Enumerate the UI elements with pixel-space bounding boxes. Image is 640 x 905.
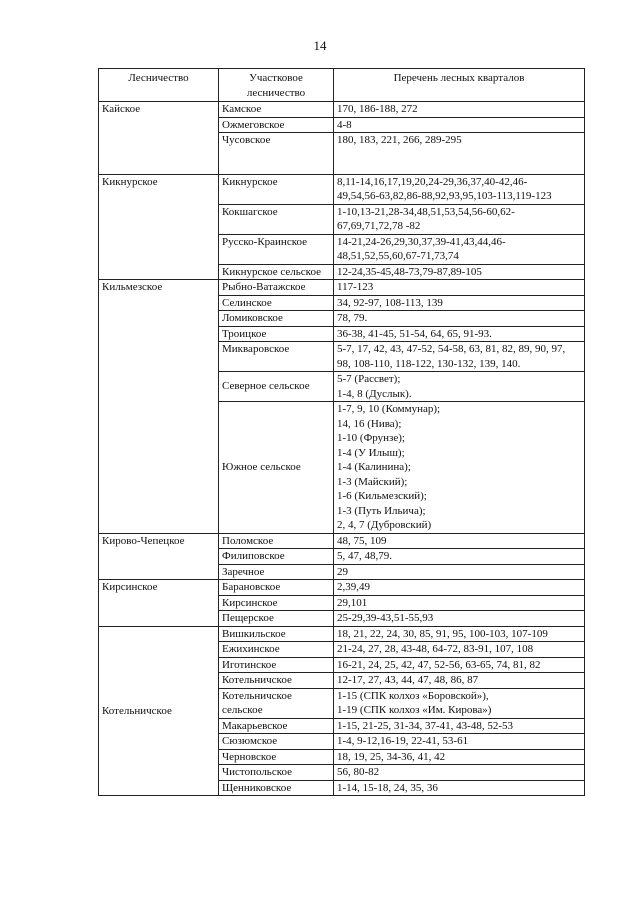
- quarters-line: 18, 21, 22, 24, 30, 85, 91, 95, 100-103, 107-109: [337, 627, 548, 640]
- district-forestry-name: Камское: [219, 102, 334, 118]
- quarters-list: [334, 234, 585, 264]
- quarters-list: [334, 264, 585, 280]
- quarters-list: [334, 533, 585, 549]
- quarters-line: 1-7, 9, 10 (Коммунар);: [337, 403, 441, 415]
- quarters-line: 2, 4, 7 (Дубровский): [337, 519, 432, 531]
- quarters-line: 1-15 (СПК колхоз «Боровской»),: [337, 689, 489, 702]
- quarters-list: [334, 718, 585, 734]
- quarters-list: [334, 611, 585, 627]
- quarters-list: [334, 117, 585, 133]
- quarters-list: [334, 595, 585, 611]
- quarters-line: 29: [337, 565, 348, 578]
- table-body: [99, 102, 585, 796]
- district-forestry-name: Троицкое: [219, 326, 334, 342]
- quarters-line: 98, 108-110, 118-122, 130-132, 139, 140.: [337, 357, 521, 370]
- quarters-line: 170, 186-188, 272: [337, 103, 418, 115]
- district-forestry-name: Пещерское: [219, 611, 334, 627]
- quarters-line: 14-21,24-26,29,30,37,39-41,43,44,46-: [337, 235, 506, 248]
- district-forestry-name: Филиповское: [219, 549, 334, 565]
- quarters-line: 4-8: [337, 118, 352, 131]
- district-forestry-name: Кирсинское: [219, 595, 334, 611]
- table-row: [99, 102, 585, 118]
- district-forestry-name: Заречное: [219, 564, 334, 580]
- quarters-line: 1-10,13-21,28-34,48,51,53,54,56-60,62-: [337, 205, 515, 218]
- district-forestry-name: Вишкильское: [219, 626, 334, 642]
- quarters-line: 1-19 (СПК колхоз «Им. Кирова»): [337, 704, 492, 716]
- quarters-line: 12-17, 27, 43, 44, 47, 48, 86, 87: [337, 674, 479, 686]
- district-forestry-name: Ожмеговское: [219, 117, 334, 133]
- quarters-line: 180, 183, 221, 266, 289-295: [337, 134, 462, 146]
- page-number: 14: [313, 38, 327, 53]
- quarters-list: [334, 295, 585, 311]
- table-row: [99, 280, 585, 296]
- header-district-forestry: Участковое лесничество: [219, 69, 334, 102]
- quarters-line: 1-14, 15-18, 24, 35, 36: [337, 781, 438, 794]
- quarters-line: 1-3 (Майский);: [337, 475, 408, 488]
- quarters-line: 1-4 (У Илыш);: [337, 446, 405, 459]
- quarters-list: [334, 564, 585, 580]
- quarters-list: [334, 102, 585, 118]
- quarters-list: [334, 657, 585, 673]
- quarters-line: 1-4, 8 (Дуслык).: [337, 387, 412, 400]
- forestry-name: Кильмезское: [99, 280, 219, 534]
- quarters-line: 34, 92-97, 108-113, 139: [337, 296, 443, 309]
- district-forestry-name: Щенниковское: [219, 780, 334, 796]
- quarters-list: [334, 642, 585, 658]
- quarters-line: 36-38, 41-45, 51-54, 64, 65, 91-93.: [337, 327, 492, 340]
- forestry-name: Кикнурское: [99, 174, 219, 280]
- quarters-line: 18, 19, 25, 34-36, 41, 42: [337, 750, 446, 763]
- forestry-name: Котельничское: [99, 626, 219, 796]
- district-forestry-name: Ломиковское: [219, 311, 334, 327]
- quarters-list: [334, 342, 585, 372]
- quarters-line: 49,54,56-63,82,86-88,92,93,95,103-113,119-123: [337, 190, 552, 202]
- district-forestry-name: Черновское: [219, 749, 334, 765]
- quarters-line: 12-24,35-45,48-73,79-87,89-105: [337, 265, 482, 278]
- quarters-list: [334, 174, 585, 204]
- quarters-list: [334, 133, 585, 175]
- quarters-line: 1-6 (Кильмезский);: [337, 490, 427, 502]
- quarters-list: [334, 626, 585, 642]
- quarters-line: 5-7, 17, 42, 43, 47-52, 54-58, 63, 81, 82, 89, 90, 97,: [337, 343, 566, 355]
- table-row: [99, 580, 585, 596]
- quarters-line: 1-10 (Фрунзе);: [337, 432, 405, 444]
- quarters-list: [334, 749, 585, 765]
- district-forestry-name: Кокшагское: [219, 204, 334, 234]
- table-row: [99, 174, 585, 204]
- quarters-list: [334, 673, 585, 689]
- district-forestry-name: Чусовское: [219, 133, 334, 175]
- district-forestry-name: Кикнурское сельское: [219, 264, 334, 280]
- quarters-line: 14, 16 (Нива);: [337, 417, 402, 430]
- quarters-line: 1-4, 9-12,16-19, 22-41, 53-61: [337, 735, 469, 747]
- district-forestry-name: Ежихинское: [219, 642, 334, 658]
- table-row: [99, 533, 585, 549]
- quarters-line: 78, 79.: [337, 312, 368, 324]
- quarters-list: [334, 549, 585, 565]
- district-forestry-name: Рыбно-Ватажское: [219, 280, 334, 296]
- quarters-list: [334, 372, 585, 402]
- quarters-list: [334, 765, 585, 781]
- table-row: [99, 626, 585, 642]
- district-forestry-name: Иготинское: [219, 657, 334, 673]
- quarters-line: 1-3 (Путь Ильича);: [337, 504, 426, 517]
- district-forestry-name: Макарьевское: [219, 718, 334, 734]
- forest-quarters-table: [98, 68, 585, 796]
- district-forestry-name: Барановское: [219, 580, 334, 596]
- quarters-line: 56, 80-82: [337, 766, 380, 778]
- quarters-list: [334, 280, 585, 296]
- quarters-list: [334, 688, 585, 718]
- forestry-name: Кайское: [99, 102, 219, 175]
- quarters-line: 1-15, 21-25, 31-34, 37-41, 43-48, 52-53: [337, 719, 513, 732]
- quarters-line: 48, 75, 109: [337, 534, 387, 547]
- quarters-line: 117-123: [337, 281, 374, 293]
- district-forestry-name: Кикнурское: [219, 174, 334, 204]
- district-forestry-name: Чистопольское: [219, 765, 334, 781]
- quarters-line: 67,69,71,72,78 -82: [337, 220, 421, 232]
- table-header-row: [99, 69, 585, 102]
- district-forestry-name: Селинское: [219, 295, 334, 311]
- forestry-name: Кирсинское: [99, 580, 219, 627]
- quarters-line: 29,101: [337, 596, 368, 609]
- quarters-list: [334, 204, 585, 234]
- district-forestry-name: Сюзюмское: [219, 734, 334, 750]
- quarters-list: [334, 326, 585, 342]
- header-forestry: Лесничество: [99, 69, 219, 102]
- quarters-list: [334, 402, 585, 534]
- quarters-line: 48,51,52,55,60,67-71,73,74: [337, 250, 459, 262]
- quarters-list: [334, 780, 585, 796]
- district-forestry-name: Северное сельское: [219, 372, 334, 402]
- quarters-line: 5, 47, 48,79.: [337, 550, 392, 562]
- forestry-name: Кирово-Чепецкое: [99, 533, 219, 580]
- district-forestry-name: Южное сельское: [219, 402, 334, 534]
- quarters-line: 25-29,39-43,51-55,93: [337, 612, 434, 624]
- quarters-list: [334, 734, 585, 750]
- district-forestry-name: Поломское: [219, 533, 334, 549]
- district-forestry-name: Котельничское: [219, 673, 334, 689]
- quarters-line: 5-7 (Рассвет);: [337, 373, 401, 385]
- header-quarters-list: Перечень лесных кварталов: [334, 69, 585, 102]
- quarters-line: 2,39,49: [337, 581, 370, 593]
- quarters-list: [334, 580, 585, 596]
- quarters-list: [334, 311, 585, 327]
- quarters-line: 8,11-14,16,17,19,20,24-29,36,37,40-42,46-: [337, 175, 528, 188]
- district-forestry-name: Котельничское сельское: [219, 688, 334, 718]
- quarters-line: 21-24, 27, 28, 43-48, 64-72, 83-91, 107, 108: [337, 643, 534, 655]
- district-forestry-name: Микваровское: [219, 342, 334, 372]
- district-forestry-name: Русско-Краинское: [219, 234, 334, 264]
- quarters-line: 1-4 (Калинина);: [337, 461, 411, 473]
- quarters-line: 16-21, 24, 25, 42, 47, 52-56, 63-65, 74, 81, 82: [337, 658, 541, 671]
